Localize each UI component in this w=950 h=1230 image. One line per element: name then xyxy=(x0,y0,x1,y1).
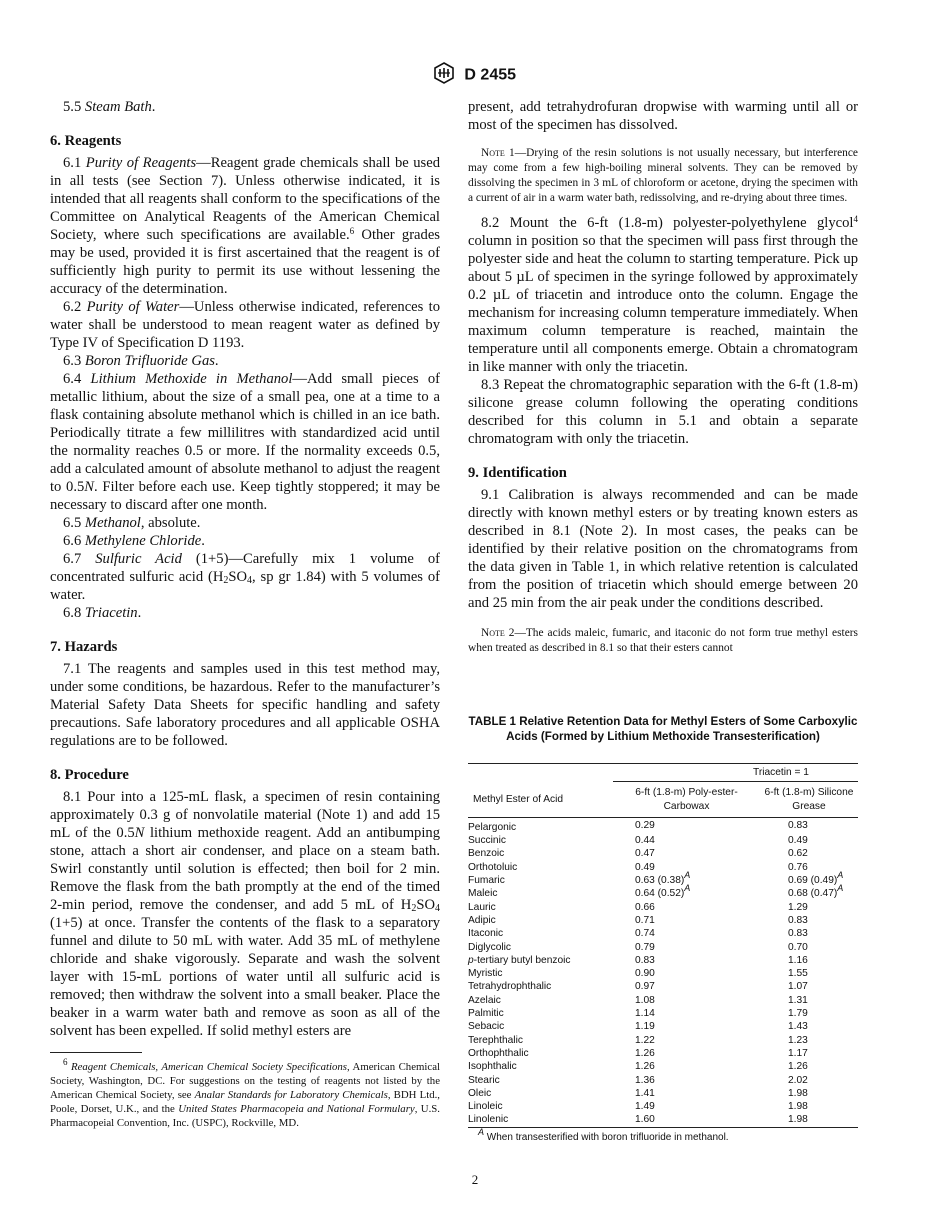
cell-polyester-carbowax: 1.36 xyxy=(635,1074,655,1086)
table-row xyxy=(468,1047,858,1060)
cell-silicone-grease: 0.83 xyxy=(788,928,808,940)
cell-acid: Diglycolic xyxy=(468,941,512,953)
cell-silicone-grease: 1.23 xyxy=(788,1034,808,1046)
cell-silicone-grease: 1.98 xyxy=(788,1087,808,1099)
cell-acid: Linoleic xyxy=(468,1101,503,1113)
cell-acid: Oleic xyxy=(468,1087,492,1099)
table-row xyxy=(468,967,858,980)
heading-identification: 9. Identification xyxy=(468,465,567,481)
cell-polyester-carbowax: 0.90 xyxy=(635,968,655,980)
table-row xyxy=(468,887,858,900)
cell-polyester-carbowax: 0.83 xyxy=(635,954,655,966)
cell-acid: Myristic xyxy=(468,968,503,980)
header-methyl-ester: Methyl Ester of Acid xyxy=(468,782,613,818)
cell-acid: p-tertiary butyl benzoic xyxy=(468,954,571,966)
cell-polyester-carbowax: 0.97 xyxy=(635,981,655,993)
section-6-5: 6.5 Methanol, absolute. xyxy=(63,515,201,531)
heading-reagents: 6. Reagents xyxy=(50,133,122,149)
cell-silicone-grease: 1.98 xyxy=(788,1101,808,1113)
cell-silicone-grease: 0.83 xyxy=(788,914,808,926)
cell-polyester-carbowax: 0.44 xyxy=(635,835,655,847)
cell-polyester-carbowax: 1.26 xyxy=(635,1061,655,1073)
cell-silicone-grease: 0.49 xyxy=(788,835,808,847)
table-row xyxy=(468,980,858,993)
table-row xyxy=(468,1100,858,1113)
table-row xyxy=(468,914,858,927)
section-9-1: 9.1 Calibration is always recommended and can be made directly with known methyl esters or by treating known esters as described in 8.1 (Note 2). In most cases, the peaks can be identified by their relative position on the chromatograms from the data given in Table 1, in which relative retention is calculated from the position of triacetin which should emerge between 20 and 25 min from the air peak under the conditions described. xyxy=(468,487,858,611)
table-caption: TABLE 1 Relative Retention Data for Methyl Esters of Some Carboxylic Acids (Formed by Lithium Methoxide Transesterification) xyxy=(468,715,858,743)
heading-hazards: 7. Hazards xyxy=(50,639,118,655)
cell-polyester-carbowax: 1.22 xyxy=(635,1034,655,1046)
cell-silicone-grease: 1.16 xyxy=(788,954,808,966)
table-row xyxy=(468,1007,858,1020)
footnote-rule xyxy=(50,1052,142,1053)
table-row xyxy=(468,861,858,874)
section-6-1: 6.1 Purity of Reagents—Reagent grade chemicals shall be used in all tests (see Section 7). Unless otherwise indicated, it is intended that all reagents shall conform to the specifications of the Committee on Analytical Reagents of the American Chemical Society, where such specifications are available.$^6$ Other grades may be used, provided it is first ascertained that the reagent is of sufficiently high purity to permit its use without lessening the accuracy of the determination. xyxy=(50,155,441,297)
cell-acid: Orthotoluic xyxy=(468,861,518,873)
cell-polyester-carbowax: 0.47 xyxy=(635,848,655,860)
heading-procedure: 8. Procedure xyxy=(50,767,129,783)
table-row xyxy=(468,954,858,967)
cell-polyester-carbowax: 0.74 xyxy=(635,928,655,940)
cell-polyester-carbowax: 1.14 xyxy=(635,1008,655,1020)
table-row xyxy=(468,1087,858,1100)
cell-polyester-carbowax: 1.41 xyxy=(635,1087,655,1099)
cell-polyester-carbowax: 1.19 xyxy=(635,1021,655,1033)
note-1: Note 1—Drying of the resin solutions is not usually necessary, but interference may come from a few high-boiling mineral solvents. They can be removed by dissolving the specimen in 3 mL of chloroform or acetone, drying the specimen with a current of air in a warm water bath, redissolving, and re-drying about three times. xyxy=(468,147,858,204)
page-number: 2 xyxy=(471,1172,479,1187)
cell-acid: Sebacic xyxy=(468,1021,505,1033)
left-column xyxy=(50,98,440,1040)
table-row xyxy=(468,927,858,940)
cell-polyester-carbowax: 0.79 xyxy=(635,941,655,953)
continued-text: present, add tetrahydrofuran dropwise with warming until all or most of the specimen has dissolved. xyxy=(468,99,858,133)
table-row xyxy=(468,817,858,834)
designation: D 2455 xyxy=(464,66,517,84)
cell-acid: Tetrahydrophthalic xyxy=(468,981,552,993)
right-column xyxy=(468,98,858,664)
cell-polyester-carbowax: 1.26 xyxy=(635,1047,655,1059)
table-row xyxy=(468,994,858,1007)
section-8-2: 8.2 Mount the 6-ft (1.8-m) polyester-polyethylene glycol$^4$ column in position so that the specimen will pass first through the polyester side and heat the column to starting temperature. Pick up about 5 µL of specimen in the syringe followed by approximately 0.2 µL of triacetin and introduce onto the column. Engage the mechanism for increasing column temperature immediately. When maximum column temperature is reached, maintain the temperature until all components emerge. Obtain a chromatogram in like manner with only the triacetin. xyxy=(468,214,858,375)
cell-silicone-grease: 0.68 (0.47)A xyxy=(788,883,844,900)
cell-silicone-grease: 2.02 xyxy=(788,1074,808,1086)
section-6-4: 6.4 Lithium Methoxide in Methanol—Add small pieces of metallic lithium, about the size of a small pea, one at a time to a flask containing absolute methanol which is chilled in an ice bath. Periodically titrate a few millilitres with standardized acid until the normality reaches 0.5 or more. If the normality exceeds 0.5, add a calculated amount of absolute methanol to adjust the reagent to 0.5N. Filter before each use. Keep tightly stoppered; it may be necessary to discard after one month. xyxy=(50,371,440,513)
cell-silicone-grease: 1.29 xyxy=(788,901,808,913)
cell-polyester-carbowax: 0.64 (0.52)A xyxy=(635,883,691,900)
table-row xyxy=(468,941,858,954)
retention-table xyxy=(468,763,858,1128)
cell-acid: Benzoic xyxy=(468,848,505,860)
cell-silicone-grease: 0.62 xyxy=(788,848,808,860)
section-6-3: 6.3 Boron Trifluoride Gas. xyxy=(63,353,219,369)
cell-polyester-carbowax: 1.08 xyxy=(635,994,655,1006)
cell-acid: Terephthalic xyxy=(468,1034,523,1046)
table-row xyxy=(468,834,858,847)
cell-silicone-grease: 1.26 xyxy=(788,1061,808,1073)
table-row xyxy=(468,901,858,914)
header-silicone-grease: 6-ft (1.8-m) Silicone Grease xyxy=(760,782,858,818)
cell-silicone-grease: 0.83 xyxy=(788,820,808,832)
cell-silicone-grease: 0.70 xyxy=(788,941,808,953)
header-polyester-carbowax: 6-ft (1.8-m) Poly-ester-Carbowax xyxy=(613,782,760,818)
section-6-8: 6.8 Triacetin. xyxy=(63,605,142,621)
cell-silicone-grease: 1.17 xyxy=(788,1047,808,1059)
cell-acid: Orthophthalic xyxy=(468,1047,529,1059)
astm-logo-icon xyxy=(434,62,454,89)
cell-silicone-grease: 0.76 xyxy=(788,861,808,873)
table-row xyxy=(468,1034,858,1047)
cell-silicone-grease: 1.43 xyxy=(788,1021,808,1033)
cell-polyester-carbowax: 1.49 xyxy=(635,1101,655,1113)
cell-silicone-grease: 1.31 xyxy=(788,994,808,1006)
header-blank xyxy=(468,764,613,782)
cell-acid: Isophthalic xyxy=(468,1061,517,1073)
table-row xyxy=(468,847,858,860)
cell-acid: Lauric xyxy=(468,901,496,913)
cell-polyester-carbowax: 0.71 xyxy=(635,914,655,926)
section-7-1: 7.1 The reagents and samples used in this test method may, under some conditions, be hazardous. Refer to the manufacturer’s Material Safety Data Sheets for specific handling and safety precautions. Safe laboratory procedures and all applicable OSHA regulations are to be followed. xyxy=(50,661,440,749)
section-6-2: 6.2 Purity of Water—Unless otherwise indicated, references to water shall be understood to mean reagent water as defined by Type IV of Specification D 1193. xyxy=(50,299,440,351)
cell-polyester-carbowax: 1.60 xyxy=(613,1113,760,1127)
cell-acid: Adipic xyxy=(468,914,496,926)
cell-silicone-grease: 1.55 xyxy=(788,968,808,980)
cell-acid: Azelaic xyxy=(468,994,501,1006)
cell-silicone-grease: 0.69 (0.49)A xyxy=(788,870,844,887)
cell-polyester-carbowax: 0.29 xyxy=(635,820,655,832)
section-8-1: 8.1 Pour into a 125-mL flask, a specimen of resin containing approximately 0.3 g of nonvolatile material (Note 1) and add 15 mL of the 0.5N lithium methoxide reagent. Add an antibumping stone, attach a short air condenser, and place on a steam bath. Swirl constantly until solution is effected; then boil for 2 min. Remove the flask from the bath promptly at the end of the timed 2-min period, remove the condenser, and add 5 mL of $H_2SO_4$ (1+5) at once. Transfer the contents of the flask to a separatory funnel and dilute to 50 mL with water. Add 35 mL of methylene chloride and shake vigorously. Separate and wash the solvent layer with 15-mL portions of water until all sulfuric acid is removed; then withdraw the solvent into a small beaker. Place the beaker in a warm water bath and remove as soon as all of the solvent has been expelled. If solid methyl esters are xyxy=(50,789,441,1039)
cell-acid: Fumaric xyxy=(468,875,505,887)
section-8-3: 8.3 Repeat the chromatographic separation with the 6-ft (1.8-m) silicone grease column following the operating conditions described for this column in 5.1 and obtain a separate chromatogram with only the triacetin. xyxy=(468,377,859,447)
cell-acid: Pelargonic xyxy=(468,821,517,833)
footnote-6: $^6$ Reagent Chemicals, American Chemical Society Specifications, American Chemical Society, Washington, DC. For suggestions on the testing of reagents not listed by the American Chemical Society, see Analar Standards for Laboratory Chemicals, BDH Ltd., Poole, Dorset, U.K., and the United States Pharmacopeia and National Formulary, U.S. Pharmacopeial Convention, Inc. (USPC), Rockville, MD. xyxy=(50,1057,440,1129)
table-row xyxy=(468,874,858,887)
cell-silicone-grease: 1.79 xyxy=(788,1008,808,1020)
header-triacetin: Triacetin = 1 xyxy=(613,764,858,782)
section-5-5: 5.5 Steam Bath. xyxy=(63,99,156,115)
cell-polyester-carbowax: 0.49 xyxy=(635,861,655,873)
table-row xyxy=(468,1074,858,1087)
note-2: Note 2—The acids maleic, fumaric, and itaconic do not form true methyl esters when treated as described in 8.1 so that their esters cannot xyxy=(468,627,858,654)
table-row xyxy=(468,1060,858,1073)
cell-silicone-grease: 1.98 xyxy=(760,1113,858,1127)
cell-polyester-carbowax: 0.66 xyxy=(635,901,655,913)
cell-acid: Stearic xyxy=(468,1074,500,1086)
table-row xyxy=(468,1020,858,1033)
cell-acid: Palmitic xyxy=(468,1008,504,1020)
cell-acid: Succinic xyxy=(468,835,506,847)
cell-polyester-carbowax: 0.63 (0.38)A xyxy=(635,870,691,887)
cell-acid: Itaconic xyxy=(468,928,504,940)
section-6-6: 6.6 Methylene Chloride. xyxy=(63,533,205,549)
section-6-7: 6.7 Sulfuric Acid (1+5)—Carefully mix 1 volume of concentrated sulfuric acid ($H_2SO_4$, sp gr 1.84) with 5 volumes of water. xyxy=(50,551,440,603)
table-row xyxy=(468,1113,858,1127)
table-body xyxy=(468,817,858,1127)
cell-silicone-grease: 1.07 xyxy=(788,981,808,993)
page-header xyxy=(0,62,950,89)
table-footnote: A When transesterified with boron trifluoride in methanol. xyxy=(478,1127,729,1143)
cell-acid: Maleic xyxy=(468,888,498,900)
cell-acid: Linolenic xyxy=(468,1113,613,1127)
